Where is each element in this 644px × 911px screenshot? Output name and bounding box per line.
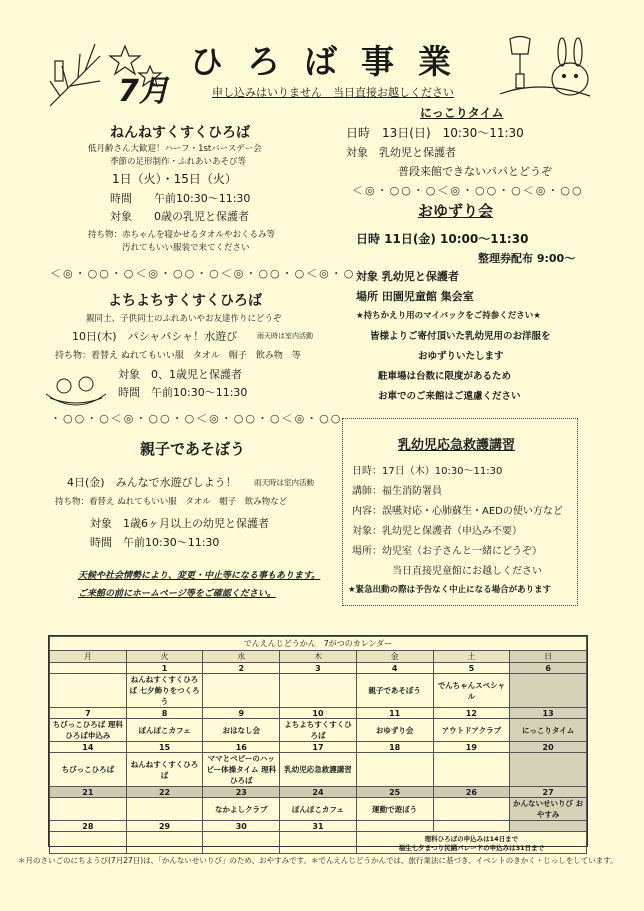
calendar-day-header: 木 bbox=[280, 651, 357, 663]
calendar-date: 16 bbox=[203, 742, 280, 753]
calendar-day-header: 月 bbox=[50, 651, 127, 663]
oyako-date: 4日(金) みんなで水遊びしよう！ bbox=[67, 476, 237, 489]
calendar-event: 親子であそぼう bbox=[356, 674, 433, 708]
divider-fish: ＜◎・○○・○＜◎・○○・○＜◎・○○・○＜◎・○ bbox=[50, 267, 356, 280]
oyako-time: 時間 午前10:30〜11:30 bbox=[90, 536, 220, 549]
side-note-1: 理科ひろばの申込みは14日まで bbox=[424, 834, 519, 843]
calendar-date: 12 bbox=[433, 708, 510, 719]
calendar-event: 運動で遊ぼう bbox=[356, 798, 433, 821]
firstaid-direct: 当日直接児童館にお越しください bbox=[392, 566, 542, 577]
nikkori-target: 対象 乳幼児と保護者 bbox=[346, 146, 456, 159]
nikkori-note: 普段来館できないパパとどうぞ bbox=[398, 165, 552, 178]
calendar-date bbox=[433, 821, 510, 832]
calendar-date: 20 bbox=[510, 742, 587, 753]
page-title: ひろば事業 bbox=[190, 42, 475, 81]
calendar-date: 15 bbox=[126, 742, 203, 753]
calendar-day-header: 火 bbox=[126, 651, 203, 663]
calendar-event bbox=[126, 832, 203, 854]
nenne-bring-2: 汚れてもいい服装で来てください bbox=[122, 243, 250, 253]
calendar-event bbox=[50, 798, 127, 821]
calendar-date: 9 bbox=[203, 708, 280, 719]
calendar-date: 7 bbox=[50, 708, 127, 719]
divider-fish: ・○○・○＜◎・○○・○＜◎・○○・○＜◎・○○ bbox=[50, 412, 343, 425]
calendar-date: 29 bbox=[126, 821, 203, 832]
calendar-date: 13 bbox=[510, 708, 587, 719]
calendar-date: 2 bbox=[203, 663, 280, 674]
nikkori-date: 日時 13日(日) 10:30〜11:30 bbox=[346, 126, 524, 140]
calendar-event bbox=[356, 753, 433, 787]
calendar-event bbox=[280, 674, 357, 708]
divider-fish: ＜◎・○○・○＜◎・○○・○＜◎・○○ bbox=[352, 184, 584, 197]
calendar-event: ちびっこひろば 理科ひろば申込み bbox=[50, 719, 127, 742]
calendar-day-header: 水 bbox=[203, 651, 280, 663]
nenne-desc-1: 低月齢さん大歓迎！ハーフ・1stバースデー会 bbox=[88, 144, 262, 154]
nenne-title: ねんねすくすくひろば bbox=[110, 125, 250, 141]
side-note-2: 福生七夕まつり民踊パレードの申込みは31日まで bbox=[398, 843, 545, 852]
calendar-event: ちびっこひろば bbox=[50, 753, 127, 787]
firstaid-target: 対象：乳幼児と保護者（申込み不要） bbox=[352, 526, 522, 537]
calendar-event: ねんねすくすくひろば bbox=[126, 753, 203, 787]
calendar-event bbox=[50, 832, 127, 854]
oyuzuri-ticket: 整理券配布 9:00〜 bbox=[478, 252, 576, 265]
calendar-date bbox=[50, 663, 127, 674]
calendar-event bbox=[510, 674, 587, 708]
calendar-event: よちよちすくすくひろば bbox=[280, 719, 357, 742]
calendar-day-header: 金 bbox=[356, 651, 433, 663]
month-label: 7月 bbox=[118, 74, 169, 109]
calendar-event bbox=[126, 798, 203, 821]
calendar-event: でんちゃんスペシャル bbox=[433, 674, 510, 708]
nikkori-title: にっこりタイム bbox=[420, 106, 504, 120]
oyako-target: 対象 1歳6ヶ月以上の幼児と保護者 bbox=[90, 517, 269, 530]
oyuzuri-target: 対象 乳幼児と保護者 bbox=[356, 270, 459, 283]
firstaid-warning: ★緊急出動の際は予告なく中止になる場合があります bbox=[348, 585, 552, 595]
nenne-dates: 1日（火）・15日（火） bbox=[112, 172, 237, 186]
yochi-bring: 持ち物：着替え ぬれてもいい服 タオル 帽子 飲み物 等 bbox=[55, 351, 301, 361]
calendar-side-notes bbox=[356, 832, 586, 854]
calendar-caption: でんえんじどうかん 7がつのカレンダー bbox=[50, 637, 587, 651]
calendar-date: 10 bbox=[280, 708, 357, 719]
calendar-event: ぽんぽこカフェ bbox=[280, 798, 357, 821]
calendar-date: 3 bbox=[280, 663, 357, 674]
calendar-event: 乳幼児応急救護講習 bbox=[280, 753, 357, 787]
calendar-date: 8 bbox=[126, 708, 203, 719]
calendar-event: ぽんぽこカフェ bbox=[126, 719, 203, 742]
yochi-target: 対象 0、1歳児と保護者 bbox=[118, 368, 242, 381]
calendar-date: 1 bbox=[126, 663, 203, 674]
calendar-date: 18 bbox=[356, 742, 433, 753]
oyuzuri-line-2: おゆずりいたします bbox=[418, 351, 504, 362]
calendar-date: 11 bbox=[356, 708, 433, 719]
calendar-date: 21 bbox=[50, 787, 127, 798]
calendar-event: ママとベビーのハッピー体操タイム 理科ひろば bbox=[203, 753, 280, 787]
note-homepage: ご来館の前にホームページ等をご確認ください。 bbox=[78, 589, 276, 599]
calendar-event: なかよしクラブ bbox=[203, 798, 280, 821]
calendar-date: 4 bbox=[356, 663, 433, 674]
calendar-event bbox=[280, 832, 357, 854]
yochi-rain: 雨天時は室内活動 bbox=[257, 332, 313, 340]
oyuzuri-line-1: 皆様よりご寄付頂いた乳幼児用のお洋服を bbox=[370, 331, 551, 342]
oyuzuri-title: おゆずり会 bbox=[418, 202, 494, 220]
oyako-bring: 持ち物：着替え ぬれてもいい服 タオル 帽子 飲み物など bbox=[55, 497, 288, 507]
yochi-date: 10日(木) パシャパシャ！水遊び bbox=[72, 330, 238, 343]
oyuzuri-date: 日時 11日(金) 10:00〜11:30 bbox=[356, 232, 529, 246]
firstaid-title: 乳幼児応急救護講習 bbox=[398, 438, 516, 453]
calendar-day-header: 日 bbox=[510, 651, 587, 663]
calendar-event: かんないせいりび おやすみ bbox=[510, 798, 587, 821]
oyuzuri-bag: ★持ちかえり用のマイバックをご持参ください★ bbox=[356, 311, 541, 321]
calendar-date: 17 bbox=[280, 742, 357, 753]
calendar-date: 23 bbox=[203, 787, 280, 798]
calendar-date bbox=[356, 821, 433, 832]
calendar-event bbox=[433, 753, 510, 787]
page-subtitle: 申し込みはいりません 当日直接お越しください bbox=[212, 86, 454, 99]
calendar-date: 27 bbox=[510, 787, 587, 798]
nenne-bring-1: 持ち物：赤ちゃんを寝かせるタオルやおくるみ等 bbox=[88, 230, 276, 240]
oyuzuri-line-3: 駐車場は台数に限度があるため bbox=[378, 371, 512, 382]
oyuzuri-line-4: お車でのご来館はご遠慮ください bbox=[378, 391, 521, 402]
nenne-target: 対象 0歳の乳児と保護者 bbox=[110, 210, 249, 223]
firstaid-place: 場所：幼児室（お子さんと一緒にどうぞ） bbox=[352, 546, 542, 557]
oyako-rain: 雨天時は室内活動 bbox=[254, 478, 314, 487]
calendar-event: にっこりタイム bbox=[510, 719, 587, 742]
calendar-date: 28 bbox=[50, 821, 127, 832]
calendar-date: 25 bbox=[356, 787, 433, 798]
calendar-date: 5 bbox=[433, 663, 510, 674]
yochi-title: よちよちすくすくひろば bbox=[108, 293, 262, 309]
calendar-event: アウトドアクラブ bbox=[433, 719, 510, 742]
firstaid-content: 内容：誤嚥対応・心肺蘇生・AEDの使い方など bbox=[352, 506, 563, 517]
calendar-event bbox=[510, 753, 587, 787]
yochi-time: 時間 午前10:30〜11:30 bbox=[118, 386, 248, 399]
firstaid-lecturer: 講師：福生消防署員 bbox=[352, 486, 442, 497]
calendar-event bbox=[433, 798, 510, 821]
calendar-date: 6 bbox=[510, 663, 587, 674]
yochi-desc: 親同士、子供同士のふれあいやお友達作りにどうぞ bbox=[86, 314, 282, 324]
calendar-event bbox=[203, 674, 280, 708]
footer-note: ＊月のさいごのにちようび(7月27日)は、「かんないせいりび」のため、おやすみです。＊でんえんじどうかんでは、旅行業法に基づき、イベントのきかく・じっしをしています。 bbox=[18, 856, 618, 865]
calendar-date: 14 bbox=[50, 742, 127, 753]
calendar-date: 24 bbox=[280, 787, 357, 798]
firstaid-date: 日時：17日（木）10:30〜11:30 bbox=[352, 466, 503, 477]
note-weather: 天候や社会情勢により、変更・中止等になる事もあります。 bbox=[78, 571, 321, 581]
calendar-event: おはなし会 bbox=[203, 719, 280, 742]
calendar-day-header: 土 bbox=[433, 651, 510, 663]
calendar-date: 31 bbox=[280, 821, 357, 832]
calendar-date: 19 bbox=[433, 742, 510, 753]
calendar-date bbox=[510, 821, 587, 832]
calendar-event: ねんねすくすくひろば 七夕飾りをつくろう bbox=[126, 674, 203, 708]
calendar-event bbox=[203, 832, 280, 854]
calendar-date: 26 bbox=[433, 787, 510, 798]
calendar-event bbox=[50, 674, 127, 708]
nenne-time: 時間 午前10:30〜11:30 bbox=[110, 192, 251, 205]
calendar-event: おゆずり会 bbox=[356, 719, 433, 742]
nenne-desc-2: 季節の足形制作・ふれあいあそび等 bbox=[110, 157, 247, 167]
calendar-date: 30 bbox=[203, 821, 280, 832]
oyuzuri-place: 場所 田園児童館 集会室 bbox=[356, 290, 474, 303]
oyako-title: 親子であそぼう bbox=[140, 440, 246, 458]
calendar-date: 22 bbox=[126, 787, 203, 798]
event-calendar bbox=[48, 635, 588, 852]
wind-chime-bunny-decoration bbox=[490, 34, 600, 104]
